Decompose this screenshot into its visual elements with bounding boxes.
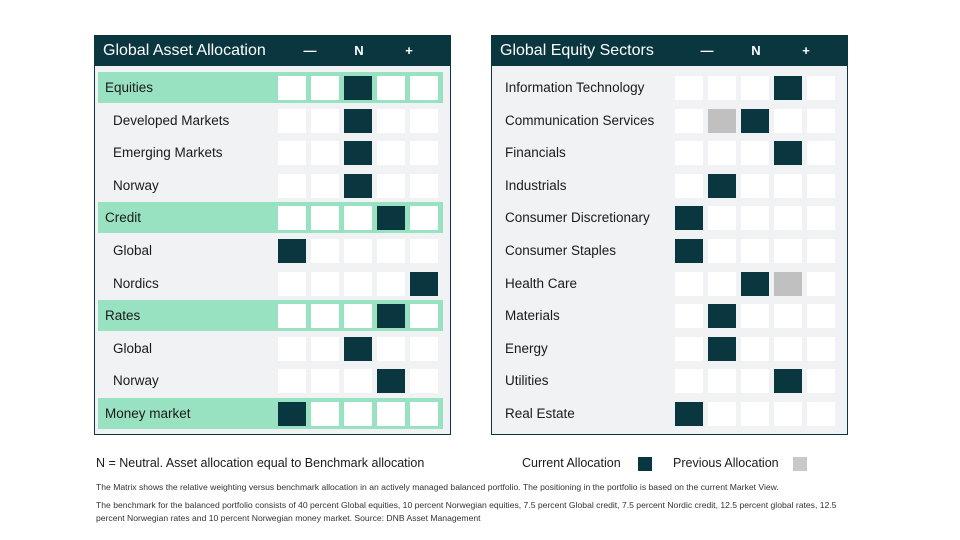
allocation-cell <box>311 76 339 100</box>
row-label: Equities <box>105 80 154 95</box>
current-allocation-cell <box>377 304 405 328</box>
allocation-cell <box>807 174 835 198</box>
table-row <box>492 72 847 103</box>
allocation-cell <box>807 402 835 426</box>
allocation-cell <box>377 76 405 100</box>
row-label: Health Care <box>505 275 578 291</box>
allocation-cell <box>278 337 306 361</box>
asset-allocation-panel <box>94 35 451 435</box>
allocation-cell <box>708 76 736 100</box>
allocation-cell <box>344 304 372 328</box>
allocation-cell <box>708 402 736 426</box>
current-allocation-cell <box>377 369 405 393</box>
current-allocation-cell <box>344 141 372 165</box>
allocation-cell <box>344 206 372 230</box>
allocation-cell <box>410 402 438 426</box>
current-allocation-cell <box>278 402 306 426</box>
allocation-cell <box>344 369 372 393</box>
current-allocation-cell <box>774 141 802 165</box>
allocation-cell <box>675 369 703 393</box>
allocation-cell <box>774 402 802 426</box>
asset-allocation-header <box>95 36 450 66</box>
asset-allocation-title: Global Asset Allocation <box>103 42 266 59</box>
table-row <box>492 333 847 364</box>
group-row <box>98 72 443 103</box>
allocation-cell <box>807 141 835 165</box>
group-row <box>98 398 443 429</box>
allocation-cell <box>741 141 769 165</box>
allocation-cell <box>311 272 339 296</box>
group-row <box>98 202 443 233</box>
allocation-cell <box>311 174 339 198</box>
underweight-mark: — <box>700 43 714 58</box>
table-row <box>492 105 847 136</box>
neutral-note: N = Neutral. Asset allocation equal to Benchmark allocation <box>96 456 425 470</box>
table-row <box>95 105 450 136</box>
allocation-cell <box>344 272 372 296</box>
allocation-cell <box>311 402 339 426</box>
row-label: Information Technology <box>505 80 645 95</box>
allocation-cell <box>410 76 438 100</box>
row-label: Emerging Markets <box>113 145 223 161</box>
allocation-cell <box>807 109 835 133</box>
row-label: Utilities <box>505 373 549 389</box>
allocation-cell <box>410 239 438 263</box>
equity-sectors-title: Global Equity Sectors <box>500 42 654 59</box>
current-allocation-cell <box>708 174 736 198</box>
allocation-cell <box>741 402 769 426</box>
table-row <box>95 268 450 299</box>
allocation-cell <box>675 272 703 296</box>
row-label: Real Estate <box>505 406 575 421</box>
allocation-cell <box>410 369 438 393</box>
allocation-cell <box>675 109 703 133</box>
current-allocation-cell <box>344 337 372 361</box>
allocation-cell <box>278 272 306 296</box>
current-allocation-cell <box>708 337 736 361</box>
current-allocation-cell <box>774 76 802 100</box>
allocation-cell <box>278 109 306 133</box>
neutral-mark: N <box>354 43 364 58</box>
table-row <box>492 137 847 168</box>
allocation-cell <box>311 109 339 133</box>
allocation-cell <box>410 109 438 133</box>
allocation-cell <box>774 304 802 328</box>
allocation-cell <box>278 174 306 198</box>
row-label: Norway <box>113 177 159 193</box>
allocation-cell <box>410 174 438 198</box>
allocation-cell <box>344 239 372 263</box>
allocation-cell <box>278 304 306 328</box>
table-row <box>492 170 847 201</box>
equity-sectors-header <box>492 36 847 66</box>
allocation-cell <box>708 272 736 296</box>
allocation-cell <box>807 76 835 100</box>
allocation-cell <box>675 141 703 165</box>
legend-previous-swatch <box>793 457 807 471</box>
current-allocation-cell <box>377 206 405 230</box>
allocation-cell <box>675 174 703 198</box>
table-row <box>95 137 450 168</box>
allocation-cell <box>278 141 306 165</box>
allocation-cell <box>311 369 339 393</box>
current-allocation-cell <box>344 76 372 100</box>
allocation-cell <box>377 402 405 426</box>
legend-current-swatch <box>638 457 652 471</box>
underweight-mark: — <box>303 43 317 58</box>
current-allocation-cell <box>774 369 802 393</box>
group-row <box>98 300 443 331</box>
allocation-cell <box>774 337 802 361</box>
table-row <box>95 235 450 266</box>
allocation-cell <box>410 206 438 230</box>
allocation-cell <box>708 206 736 230</box>
current-allocation-cell <box>675 402 703 426</box>
overweight-mark: + <box>802 43 810 58</box>
allocation-cell <box>807 206 835 230</box>
allocation-cell <box>807 272 835 296</box>
allocation-cell <box>311 337 339 361</box>
allocation-cell <box>774 174 802 198</box>
current-allocation-cell <box>344 109 372 133</box>
benchmark-note: The benchmark for the balanced portfolio consists of 40 percent Global equities, 10 percent Norwegian equities, 7.5 percent Global credit, 7.5 percent Nordic credit, 12.5 percent global rates, 12.5 percent Norwegian rates and 10 percent Norwegian money market. Source: DNB Asset Management <box>96 500 837 523</box>
allocation-cell <box>741 206 769 230</box>
table-row <box>492 202 847 233</box>
legend-current-label: Current Allocation <box>522 456 621 470</box>
table-row <box>492 235 847 266</box>
row-label: Rates <box>105 308 141 324</box>
table-row <box>492 365 847 396</box>
allocation-cell <box>377 109 405 133</box>
allocation-cell <box>741 76 769 100</box>
allocation-cell <box>377 337 405 361</box>
neutral-mark: N <box>751 43 761 58</box>
allocation-cell <box>675 76 703 100</box>
allocation-cell <box>807 369 835 393</box>
current-allocation-cell <box>675 239 703 263</box>
row-label: Global <box>113 340 153 356</box>
allocation-cell <box>278 369 306 393</box>
allocation-cell <box>311 239 339 263</box>
matrix-note: The Matrix shows the relative weighting versus benchmark allocation in an actively managed balanced portfolio. The positioning in the portfolio is based on the current Market View. <box>96 482 779 492</box>
row-label: Materials <box>505 308 560 324</box>
allocation-cell <box>278 76 306 100</box>
row-label: Financials <box>505 145 566 161</box>
allocation-cell <box>708 239 736 263</box>
allocation-cell <box>377 239 405 263</box>
table-row <box>95 333 450 364</box>
allocation-cell <box>741 174 769 198</box>
current-allocation-cell <box>675 206 703 230</box>
current-allocation-cell <box>278 239 306 263</box>
table-row <box>492 300 847 331</box>
table-row <box>95 365 450 396</box>
allocation-cell <box>807 337 835 361</box>
row-label: Energy <box>505 340 548 356</box>
allocation-cell <box>807 304 835 328</box>
allocation-cell <box>774 239 802 263</box>
allocation-cell <box>410 337 438 361</box>
row-label: Credit <box>105 210 142 226</box>
current-allocation-cell <box>741 272 769 296</box>
table-row <box>492 398 847 429</box>
allocation-cell <box>741 239 769 263</box>
allocation-cell <box>377 174 405 198</box>
equity-sectors-panel <box>491 35 848 435</box>
allocation-cell <box>311 304 339 328</box>
current-allocation-cell <box>410 272 438 296</box>
allocation-cell <box>278 206 306 230</box>
allocation-cell <box>741 304 769 328</box>
row-label: Global <box>113 243 153 258</box>
row-label: Communication Services <box>505 112 655 128</box>
allocation-cell <box>741 369 769 393</box>
row-label: Consumer Staples <box>505 243 617 258</box>
allocation-cell <box>807 239 835 263</box>
allocation-cell <box>377 272 405 296</box>
previous-allocation-cell <box>708 109 736 133</box>
allocation-cell <box>675 337 703 361</box>
current-allocation-cell <box>708 304 736 328</box>
allocation-cell <box>377 141 405 165</box>
allocation-cell <box>774 109 802 133</box>
overweight-mark: + <box>405 43 413 58</box>
allocation-cell <box>675 304 703 328</box>
allocation-cell <box>708 141 736 165</box>
row-label: Consumer Discretionary <box>505 210 650 226</box>
allocation-cell <box>410 141 438 165</box>
allocation-cell <box>741 337 769 361</box>
row-label: Nordics <box>113 275 159 291</box>
current-allocation-cell <box>741 109 769 133</box>
allocation-cell <box>344 402 372 426</box>
current-allocation-cell <box>344 174 372 198</box>
row-label: Money market <box>105 406 191 421</box>
row-label: Norway <box>113 373 159 389</box>
table-row <box>95 170 450 201</box>
row-label: Developed Markets <box>113 112 230 128</box>
allocation-cell <box>410 304 438 328</box>
row-label: Industrials <box>505 177 567 193</box>
legend-previous-label: Previous Allocation <box>673 456 779 470</box>
table-row <box>492 268 847 299</box>
allocation-cell <box>774 206 802 230</box>
previous-allocation-cell <box>774 272 802 296</box>
allocation-cell <box>311 206 339 230</box>
allocation-cell <box>708 369 736 393</box>
allocation-cell <box>311 141 339 165</box>
